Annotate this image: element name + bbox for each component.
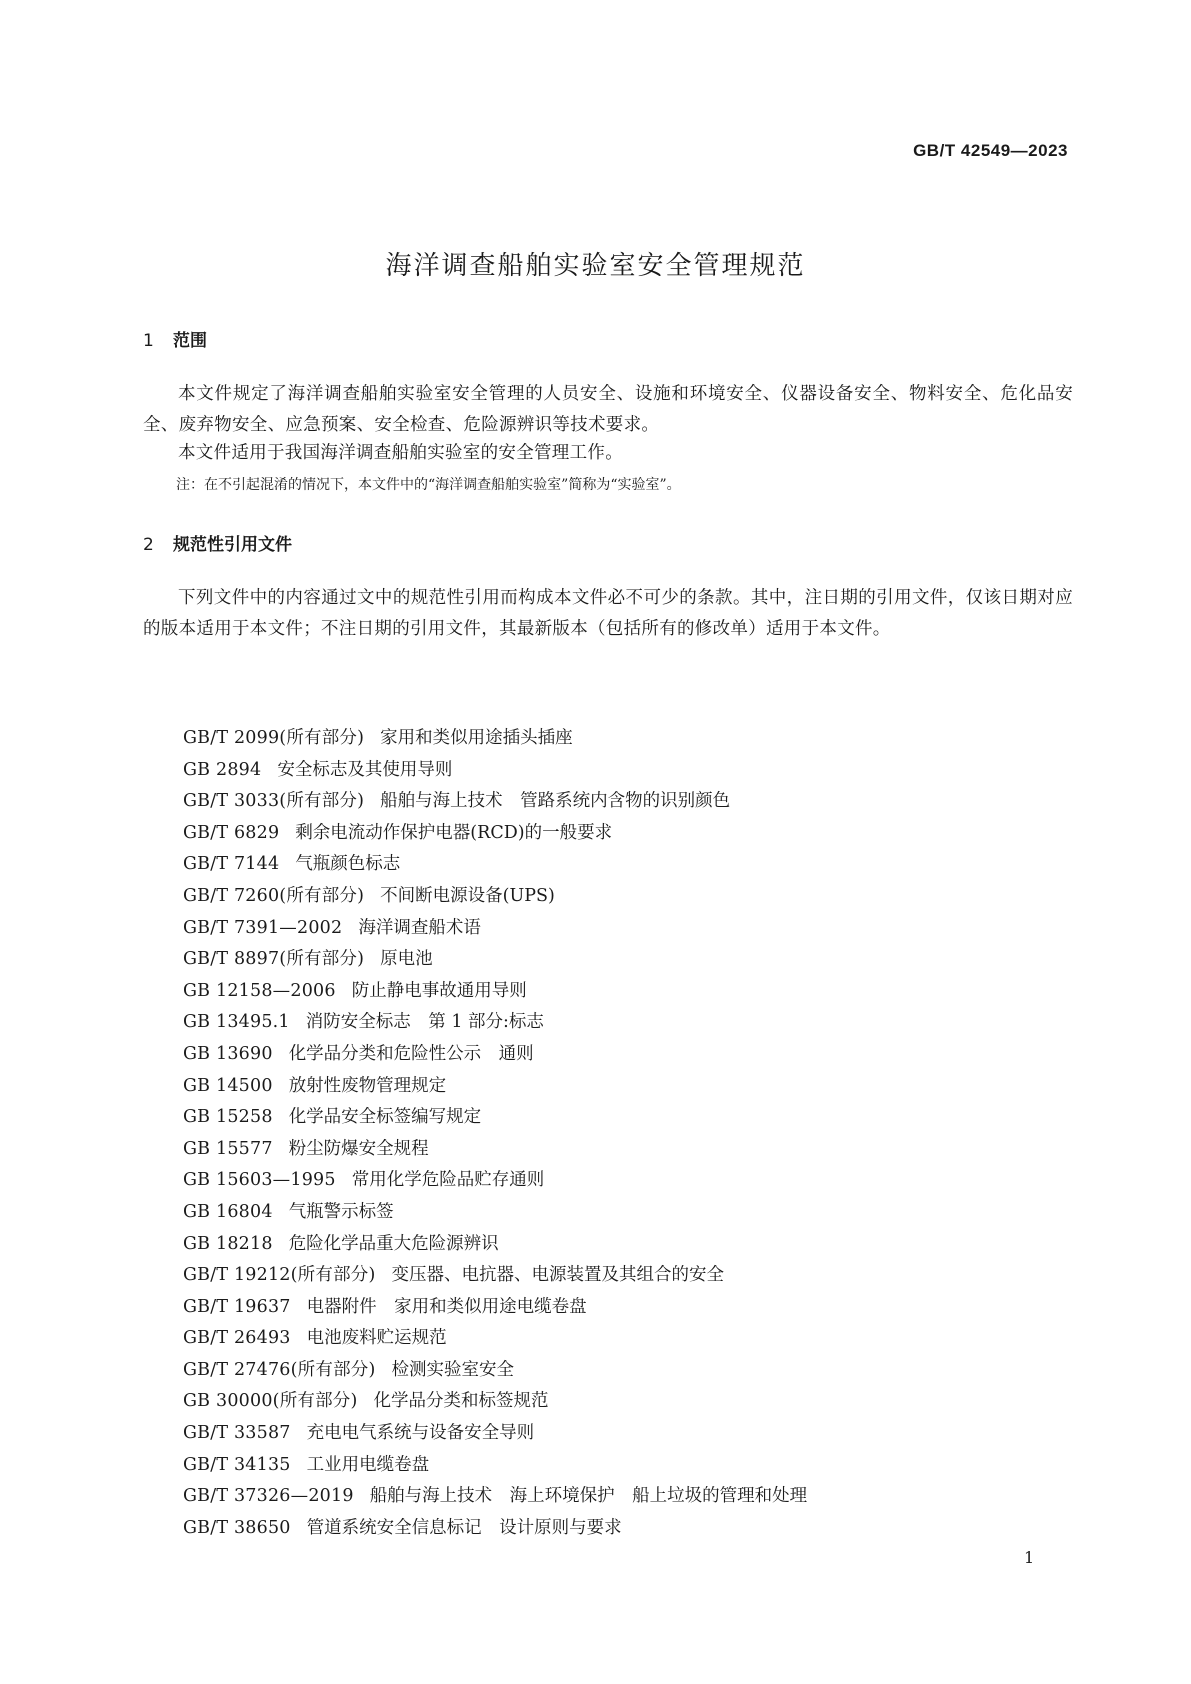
reference-code: GB/T 26493 [183, 1328, 291, 1349]
reference-title: 变压器、电抗器、电源装置及其组合的安全 [391, 1265, 724, 1286]
section-heading-scope [143, 326, 207, 351]
reference-title: 船舶与海上技术 海上环境保护 船上垃圾的管理和处理 [369, 1486, 808, 1507]
reference-code: GB/T 7144 [183, 854, 280, 875]
reference-title: 剩余电流动作保护电器(RCD)的一般要求 [295, 822, 613, 843]
reference-item [183, 1513, 807, 1545]
reference-item [183, 1418, 807, 1450]
reference-item [183, 1323, 807, 1355]
reference-code: GB 16804 [183, 1201, 273, 1222]
reference-item [183, 755, 807, 787]
reference-item [183, 1165, 807, 1197]
scope-paragraph-1: 本文件规定了海洋调查船舶实验室安全管理的人员安全、设施和环境安全、仪器设备安全、物料安全、危化品安全、废弃物安全、应急预案、安全检查、危险源辨识等技术要求。 [143, 384, 1073, 435]
reference-title: 化学品分类和标签规范 [373, 1391, 549, 1412]
standard-number: GB/T 42549—2023 [913, 141, 1068, 160]
reference-code: GB/T 2099(所有部分) [183, 728, 365, 748]
reference-item [183, 976, 807, 1008]
reference-title: 船舶与海上技术 管路系统内含物的识别颜色 [380, 791, 731, 812]
section-number: 2 [143, 535, 154, 555]
reference-item [183, 1197, 807, 1229]
reference-title: 原电池 [380, 949, 433, 970]
reference-title: 安全标志及其使用导则 [277, 759, 453, 780]
reference-code: GB 13690 [183, 1043, 273, 1064]
reference-code: GB/T 7391—2002 [183, 917, 343, 938]
reference-code: GB/T 19212(所有部分) [183, 1265, 376, 1286]
reference-title: 化学品安全标签编写规定 [288, 1107, 482, 1128]
section-title: 范围 [173, 331, 207, 351]
reference-list [183, 723, 807, 1544]
reference-code: GB/T 6829 [183, 822, 280, 843]
reference-title: 管道系统安全信息标记 设计原则与要求 [306, 1517, 622, 1538]
reference-title: 消防安全标志 第 1 部分:标志 [305, 1012, 544, 1033]
reference-code: GB/T 34135 [183, 1454, 291, 1475]
reference-title: 工业用电缆卷盘 [306, 1454, 430, 1475]
reference-title: 危险化学品重大危险源辨识 [288, 1233, 499, 1254]
reference-code: GB/T 37326—2019 [183, 1486, 354, 1507]
reference-item [183, 1292, 807, 1324]
reference-item [183, 944, 807, 976]
reference-item [183, 913, 807, 945]
reference-title: 常用化学危险品贮存通则 [351, 1170, 545, 1191]
reference-code: GB 13495.1 [183, 1012, 290, 1033]
reference-title: 电池废料贮运规范 [306, 1328, 447, 1349]
reference-title: 不间断电源设备(UPS) [380, 885, 555, 906]
reference-code: GB 18218 [183, 1233, 273, 1254]
reference-code: GB/T 8897(所有部分) [183, 949, 365, 970]
reference-title: 化学品分类和危险性公示 通则 [288, 1043, 534, 1064]
reference-title: 气瓶颜色标志 [295, 854, 401, 875]
reference-title: 气瓶警示标签 [288, 1201, 394, 1222]
reference-item [183, 1229, 807, 1261]
reference-item [183, 818, 807, 850]
section-title: 规范性引用文件 [173, 535, 292, 555]
reference-code: GB/T 38650 [183, 1517, 291, 1538]
reference-item [183, 1481, 807, 1513]
reference-title: 家用和类似用途插头插座 [380, 728, 573, 748]
reference-code: GB 15258 [183, 1107, 273, 1128]
scope-paragraph-2: 本文件适用于我国海洋调查船舶实验室的安全管理工作。 [178, 443, 623, 463]
reference-item [183, 1134, 807, 1166]
reference-item [183, 1007, 807, 1039]
reference-item [183, 1386, 807, 1418]
reference-code: GB/T 33587 [183, 1423, 291, 1444]
reference-code: GB/T 7260(所有部分) [183, 885, 365, 906]
reference-item [183, 1260, 807, 1292]
reference-item [183, 881, 807, 913]
reference-code: GB/T 19637 [183, 1296, 291, 1317]
reference-code: GB 14500 [183, 1075, 273, 1096]
reference-item [183, 1102, 807, 1134]
reference-title: 海洋调查船术语 [358, 917, 481, 938]
reference-title: 粉尘防爆安全规程 [288, 1138, 429, 1159]
reference-code: GB/T 3033(所有部分) [183, 791, 365, 812]
reference-title: 电器附件 家用和类似用途电缆卷盘 [306, 1296, 587, 1317]
reference-title: 充电电气系统与设备安全导则 [306, 1423, 535, 1444]
reference-item [183, 1071, 807, 1103]
reference-item [183, 786, 807, 818]
scope-note: 注：在不引起混淆的情况下，本文件中的“海洋调查船舶实验室”简称为“实验室”。 [176, 477, 681, 493]
reference-item [183, 723, 807, 755]
section-heading-normative [143, 530, 292, 555]
reference-code: GB/T 27476(所有部分) [183, 1359, 376, 1380]
page-number: 1 [1024, 1548, 1035, 1567]
reference-code: GB 30000(所有部分) [183, 1391, 358, 1412]
reference-item [183, 1039, 807, 1071]
reference-code: GB 15603—1995 [183, 1170, 336, 1191]
reference-title: 放射性废物管理规定 [288, 1075, 447, 1096]
section-number: 1 [143, 331, 154, 351]
reference-item [183, 1355, 807, 1387]
reference-code: GB 15577 [183, 1138, 273, 1159]
document-title: 海洋调查船舶实验室安全管理规范 [385, 251, 806, 281]
reference-title: 检测实验室安全 [391, 1359, 514, 1380]
reference-title: 防止静电事故通用导则 [351, 980, 527, 1001]
normative-intro-paragraph: 下列文件中的内容通过文中的规范性引用而构成本文件必不可少的条款。其中，注日期的引用文件，仅该日期对应的版本适用于本文件；不注日期的引用文件，其最新版本（包括所有的修改单）适用于本文件。 [143, 588, 1073, 639]
reference-item [183, 849, 807, 881]
reference-code: GB 12158—2006 [183, 980, 336, 1001]
reference-code: GB 2894 [183, 759, 262, 780]
reference-item [183, 1450, 807, 1482]
